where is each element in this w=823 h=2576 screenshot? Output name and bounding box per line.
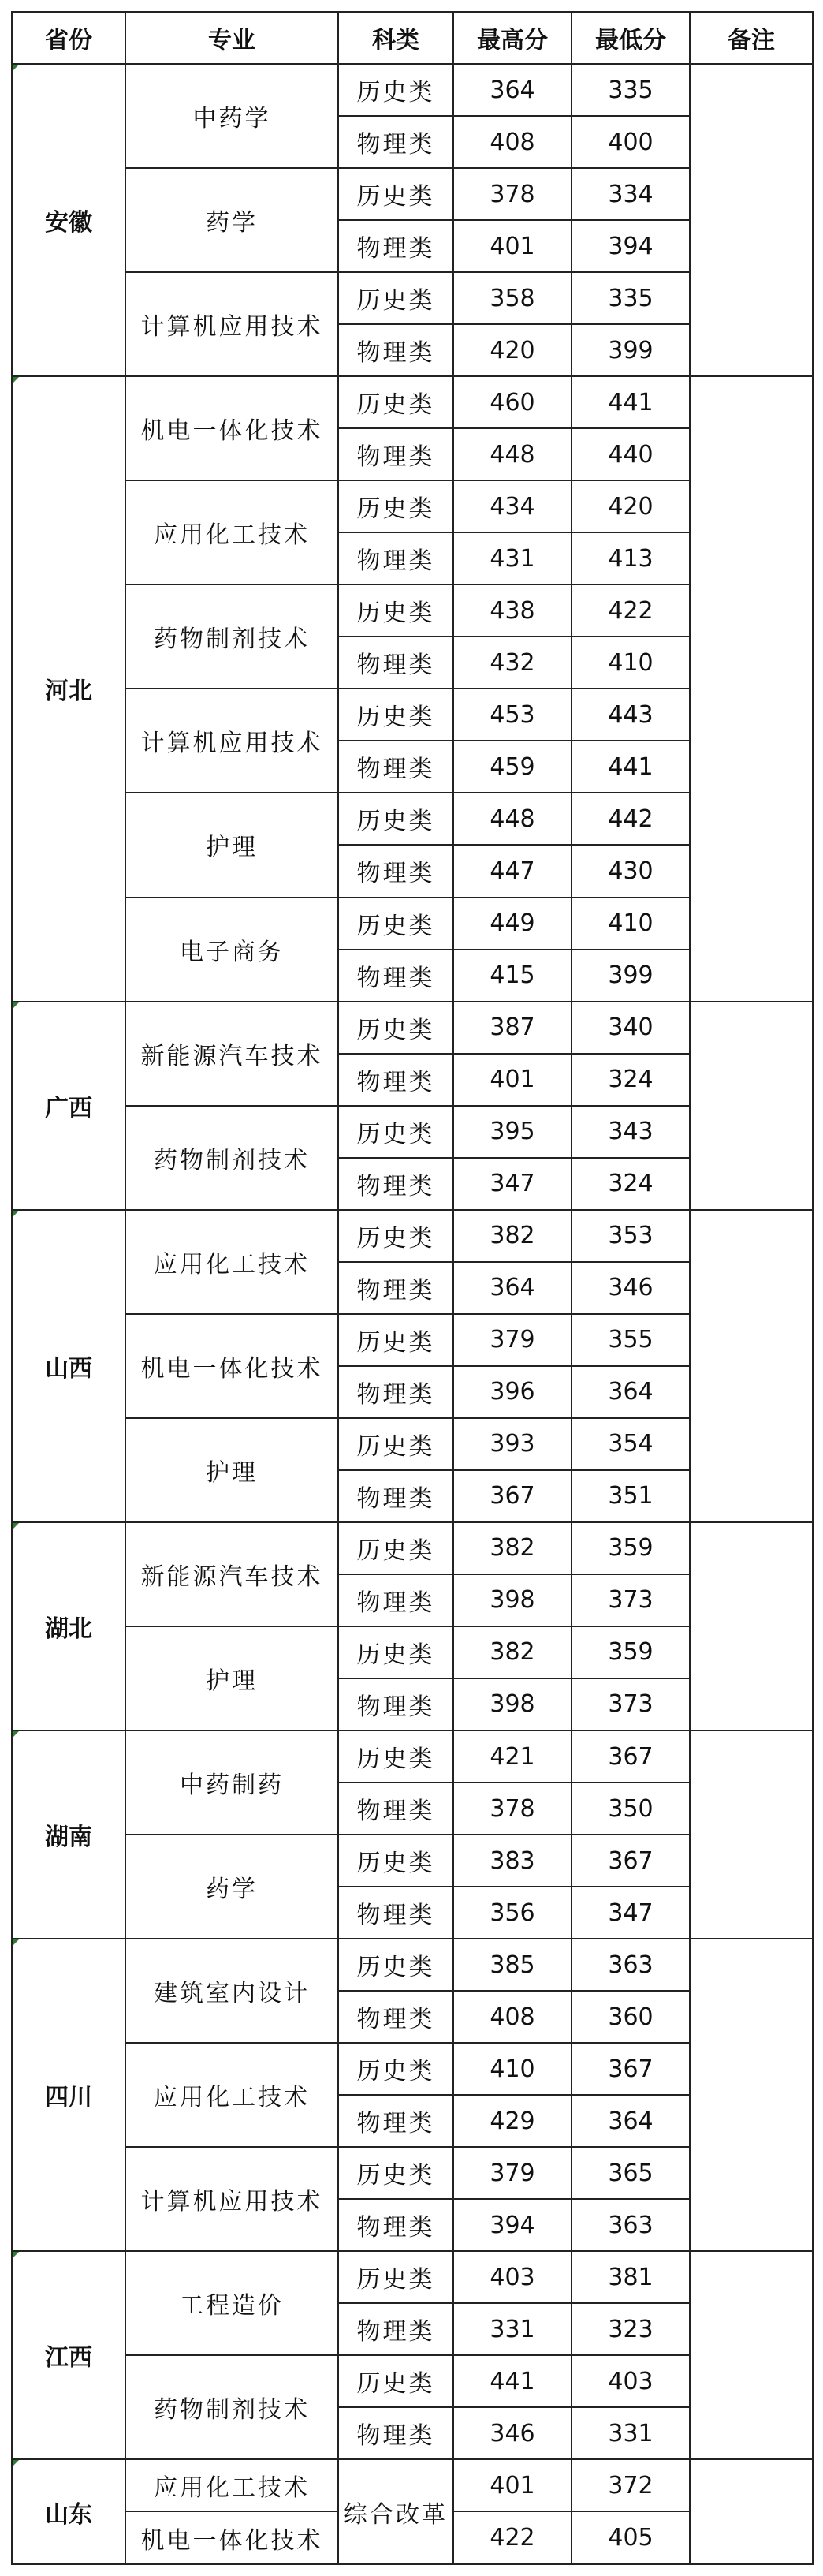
min-score-cell: 359: [572, 1522, 690, 1574]
min-score-cell: 350: [572, 1783, 690, 1835]
table-row: [12, 2251, 813, 2303]
subject-cell: 历史类: [338, 64, 453, 116]
max-score-cell: 449: [453, 898, 572, 950]
subject-cell: 物理类: [338, 2199, 453, 2251]
max-score-cell: 364: [453, 64, 572, 116]
min-score-cell: 403: [572, 2355, 690, 2407]
min-score-cell: 373: [572, 1678, 690, 1730]
max-score-cell: 347: [453, 1158, 572, 1210]
max-score-cell: 382: [453, 1522, 572, 1574]
major-cell: 药学: [125, 1835, 338, 1939]
min-score-cell: 351: [572, 1470, 690, 1522]
max-score-cell: 378: [453, 1783, 572, 1835]
max-score-cell: 408: [453, 116, 572, 168]
major-cell: 药物制剂技术: [125, 584, 338, 689]
subject-cell: 物理类: [338, 2303, 453, 2355]
major-cell: 机电一体化技术: [125, 376, 338, 480]
min-score-cell: 420: [572, 480, 690, 532]
table-row: [12, 1522, 813, 1574]
subject-cell: 物理类: [338, 1887, 453, 1939]
max-score-cell: 410: [453, 2043, 572, 2095]
subject-cell: 物理类: [338, 950, 453, 1002]
max-score-cell: 331: [453, 2303, 572, 2355]
major-cell: 机电一体化技术: [125, 2511, 338, 2564]
major-cell: 中药学: [125, 64, 338, 168]
max-score-cell: 382: [453, 1210, 572, 1262]
subject-cell: 综合改革: [338, 2459, 453, 2564]
min-score-cell: 334: [572, 168, 690, 220]
min-score-cell: 410: [572, 637, 690, 689]
min-score-cell: 440: [572, 428, 690, 480]
max-score-cell: 403: [453, 2251, 572, 2303]
subject-cell: 历史类: [338, 2147, 453, 2199]
major-cell: 中药制药: [125, 1730, 338, 1835]
max-score-cell: 415: [453, 950, 572, 1002]
subject-cell: 物理类: [338, 637, 453, 689]
max-score-cell: 395: [453, 1106, 572, 1158]
subject-cell: 物理类: [338, 116, 453, 168]
max-score-cell: 448: [453, 793, 572, 845]
note-cell: [690, 2251, 813, 2459]
major-cell: 工程造价: [125, 2251, 338, 2355]
min-score-cell: 324: [572, 1158, 690, 1210]
min-score-cell: 354: [572, 1418, 690, 1470]
note-cell: [690, 376, 813, 1001]
subject-cell: 历史类: [338, 2355, 453, 2407]
max-score-cell: 401: [453, 2459, 572, 2511]
province-cell: 江西: [12, 2251, 125, 2459]
min-score-cell: 363: [572, 2199, 690, 2251]
max-score-cell: 394: [453, 2199, 572, 2251]
min-score-cell: 381: [572, 2251, 690, 2303]
subject-cell: 历史类: [338, 1939, 453, 1991]
subject-cell: 物理类: [338, 532, 453, 584]
subject-cell: 历史类: [338, 2043, 453, 2095]
min-score-cell: 399: [572, 324, 690, 376]
max-score-cell: 378: [453, 168, 572, 220]
province-cell: 广西: [12, 1002, 125, 1210]
min-score-cell: 364: [572, 2095, 690, 2147]
min-score-cell: 363: [572, 1939, 690, 1991]
max-score-cell: 431: [453, 532, 572, 584]
min-score-cell: 367: [572, 1835, 690, 1887]
min-score-cell: 399: [572, 950, 690, 1002]
major-cell: 护理: [125, 1418, 338, 1522]
min-score-cell: 365: [572, 2147, 690, 2199]
major-cell: 药物制剂技术: [125, 2355, 338, 2459]
min-score-cell: 367: [572, 2043, 690, 2095]
note-cell: [690, 1002, 813, 1210]
max-score-cell: 396: [453, 1366, 572, 1418]
max-score-cell: 453: [453, 689, 572, 741]
subject-cell: 历史类: [338, 1106, 453, 1158]
province-cell: 山东: [12, 2459, 125, 2564]
table-row: [12, 2459, 813, 2511]
admission-score-table: [11, 11, 814, 2565]
max-score-cell: 379: [453, 1314, 572, 1366]
min-score-cell: 343: [572, 1106, 690, 1158]
min-score-cell: 331: [572, 2407, 690, 2459]
subject-cell: 物理类: [338, 1470, 453, 1522]
subject-cell: 物理类: [338, 1158, 453, 1210]
table-row: [12, 376, 813, 428]
header-note: 备注: [690, 12, 813, 64]
major-cell: 药物制剂技术: [125, 1106, 338, 1210]
major-cell: 计算机应用技术: [125, 689, 338, 793]
min-score-cell: 413: [572, 532, 690, 584]
header-major: 专业: [125, 12, 338, 64]
max-score-cell: 422: [453, 2511, 572, 2564]
subject-cell: 物理类: [338, 1783, 453, 1835]
max-score-cell: 459: [453, 741, 572, 793]
subject-cell: 历史类: [338, 2251, 453, 2303]
max-score-cell: 385: [453, 1939, 572, 1991]
major-cell: 计算机应用技术: [125, 2147, 338, 2251]
min-score-cell: 400: [572, 116, 690, 168]
min-score-cell: 340: [572, 1002, 690, 1054]
subject-cell: 物理类: [338, 1054, 453, 1106]
min-score-cell: 346: [572, 1262, 690, 1314]
header-subject: 科类: [338, 12, 453, 64]
note-cell: [690, 2459, 813, 2564]
min-score-cell: 323: [572, 2303, 690, 2355]
subject-cell: 物理类: [338, 1574, 453, 1626]
subject-cell: 历史类: [338, 272, 453, 324]
min-score-cell: 353: [572, 1210, 690, 1262]
subject-cell: 历史类: [338, 480, 453, 532]
max-score-cell: 401: [453, 220, 572, 272]
table-body: [12, 64, 813, 2564]
province-cell: 河北: [12, 376, 125, 1001]
province-cell: 湖南: [12, 1730, 125, 1939]
min-score-cell: 430: [572, 845, 690, 897]
min-score-cell: 410: [572, 898, 690, 950]
major-cell: 建筑室内设计: [125, 1939, 338, 2043]
header-province: 省份: [12, 12, 125, 64]
subject-cell: 物理类: [338, 1678, 453, 1730]
min-score-cell: 324: [572, 1054, 690, 1106]
subject-cell: 历史类: [338, 584, 453, 637]
max-score-cell: 460: [453, 376, 572, 428]
major-cell: 机电一体化技术: [125, 1314, 338, 1418]
min-score-cell: 335: [572, 64, 690, 116]
header-row: [12, 12, 813, 64]
max-score-cell: 393: [453, 1418, 572, 1470]
subject-cell: 历史类: [338, 1002, 453, 1054]
note-cell: [690, 1522, 813, 1730]
max-score-cell: 358: [453, 272, 572, 324]
header-min-score: 最低分: [572, 12, 690, 64]
province-cell: 湖北: [12, 1522, 125, 1730]
max-score-cell: 379: [453, 2147, 572, 2199]
subject-cell: 物理类: [338, 741, 453, 793]
subject-cell: 历史类: [338, 1314, 453, 1366]
min-score-cell: 347: [572, 1887, 690, 1939]
max-score-cell: 408: [453, 1991, 572, 2043]
province-cell: 安徽: [12, 64, 125, 376]
major-cell: 计算机应用技术: [125, 272, 338, 376]
table-row: [12, 1939, 813, 1991]
major-cell: 应用化工技术: [125, 2043, 338, 2147]
subject-cell: 物理类: [338, 324, 453, 376]
subject-cell: 物理类: [338, 220, 453, 272]
subject-cell: 物理类: [338, 1262, 453, 1314]
min-score-cell: 422: [572, 584, 690, 637]
max-score-cell: 364: [453, 1262, 572, 1314]
min-score-cell: 442: [572, 793, 690, 845]
max-score-cell: 387: [453, 1002, 572, 1054]
table-row: [12, 1002, 813, 1054]
subject-cell: 历史类: [338, 1522, 453, 1574]
max-score-cell: 448: [453, 428, 572, 480]
max-score-cell: 441: [453, 2355, 572, 2407]
subject-cell: 历史类: [338, 1210, 453, 1262]
note-cell: [690, 1730, 813, 1939]
min-score-cell: 360: [572, 1991, 690, 2043]
major-cell: 护理: [125, 793, 338, 897]
min-score-cell: 443: [572, 689, 690, 741]
min-score-cell: 441: [572, 376, 690, 428]
max-score-cell: 421: [453, 1730, 572, 1783]
max-score-cell: 434: [453, 480, 572, 532]
note-cell: [690, 1210, 813, 1522]
subject-cell: 物理类: [338, 1366, 453, 1418]
table-row: [12, 1210, 813, 1262]
max-score-cell: 401: [453, 1054, 572, 1106]
max-score-cell: 438: [453, 584, 572, 637]
major-cell: 应用化工技术: [125, 480, 338, 584]
min-score-cell: 364: [572, 1366, 690, 1418]
max-score-cell: 398: [453, 1678, 572, 1730]
subject-cell: 历史类: [338, 1418, 453, 1470]
max-score-cell: 356: [453, 1887, 572, 1939]
note-cell: [690, 1939, 813, 2251]
subject-cell: 物理类: [338, 428, 453, 480]
header-max-score: 最高分: [453, 12, 572, 64]
subject-cell: 物理类: [338, 2095, 453, 2147]
max-score-cell: 346: [453, 2407, 572, 2459]
major-cell: 新能源汽车技术: [125, 1002, 338, 1106]
major-cell: 应用化工技术: [125, 2459, 338, 2511]
subject-cell: 历史类: [338, 689, 453, 741]
subject-cell: 历史类: [338, 376, 453, 428]
subject-cell: 物理类: [338, 1991, 453, 2043]
max-score-cell: 398: [453, 1574, 572, 1626]
max-score-cell: 382: [453, 1626, 572, 1678]
max-score-cell: 432: [453, 637, 572, 689]
max-score-cell: 367: [453, 1470, 572, 1522]
subject-cell: 历史类: [338, 793, 453, 845]
subject-cell: 历史类: [338, 898, 453, 950]
min-score-cell: 405: [572, 2511, 690, 2564]
min-score-cell: 441: [572, 741, 690, 793]
subject-cell: 物理类: [338, 845, 453, 897]
max-score-cell: 447: [453, 845, 572, 897]
major-cell: 电子商务: [125, 898, 338, 1002]
min-score-cell: 372: [572, 2459, 690, 2511]
max-score-cell: 383: [453, 1835, 572, 1887]
major-cell: 应用化工技术: [125, 1210, 338, 1314]
subject-cell: 历史类: [338, 1835, 453, 1887]
major-cell: 药学: [125, 168, 338, 272]
major-cell: 新能源汽车技术: [125, 1522, 338, 1626]
min-score-cell: 335: [572, 272, 690, 324]
min-score-cell: 367: [572, 1730, 690, 1783]
subject-cell: 历史类: [338, 1626, 453, 1678]
subject-cell: 历史类: [338, 1730, 453, 1783]
table-row: [12, 64, 813, 116]
province-cell: 四川: [12, 1939, 125, 2251]
note-cell: [690, 64, 813, 376]
subject-cell: 历史类: [338, 168, 453, 220]
min-score-cell: 355: [572, 1314, 690, 1366]
table-row: [12, 1730, 813, 1783]
major-cell: 护理: [125, 1626, 338, 1730]
province-cell: 山西: [12, 1210, 125, 1522]
min-score-cell: 394: [572, 220, 690, 272]
min-score-cell: 373: [572, 1574, 690, 1626]
max-score-cell: 429: [453, 2095, 572, 2147]
max-score-cell: 420: [453, 324, 572, 376]
min-score-cell: 359: [572, 1626, 690, 1678]
subject-cell: 物理类: [338, 2407, 453, 2459]
